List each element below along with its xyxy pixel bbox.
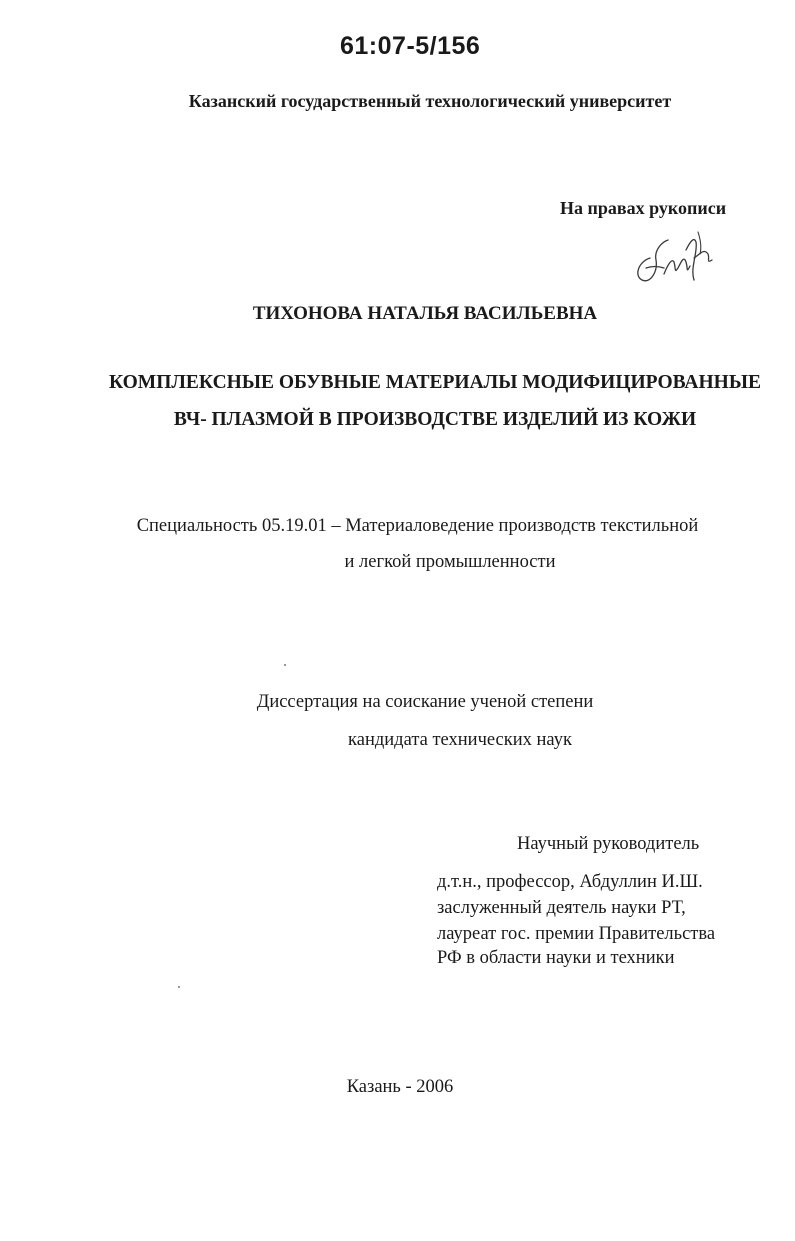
supervisor-detail-line: заслуженный деятель науки РТ, [437, 898, 686, 918]
dissertation-title-line-1: КОМПЛЕКСНЫЕ ОБУВНЫЕ МАТЕРИАЛЫ МОДИФИЦИРОВАННЫЕ [108, 372, 761, 393]
supervisor-detail-line: РФ в области науки и техники [437, 948, 675, 968]
supervisor-label: Научный руководитель [517, 834, 700, 854]
supervisor-detail-line: д.т.н., профессор, Абдуллин И.Ш. [437, 872, 703, 892]
handwritten-signature [628, 228, 724, 290]
city-year: Казань - 2006 [346, 1077, 454, 1097]
author-name: ТИХОНОВА НАТАЛЬЯ ВАСИЛЬЕВНА [252, 303, 598, 324]
degree-line-1: Диссертация на соискание ученой степени [256, 692, 594, 712]
dissertation-title-line-2: ВЧ- ПЛАЗМОЙ В ПРОИЗВОДСТВЕ ИЗДЕЛИЙ ИЗ КОЖИ [173, 409, 697, 430]
specialty-line-1: Специальность 05.19.01 – Материаловедение производств текстильной [136, 516, 699, 536]
rights-notice: На правах рукописи [560, 198, 727, 218]
university-name: Казанский государственный технологический университет [188, 91, 672, 111]
specialty-line-2: и легкой промышленности [344, 552, 556, 572]
catalog-number: 61:07-5/156 [340, 32, 481, 60]
scan-speck [284, 664, 286, 666]
scan-speck [178, 986, 180, 988]
degree-line-2: кандидата технических наук [348, 730, 572, 750]
supervisor-detail-line: лауреат гос. премии Правительства [437, 924, 716, 944]
